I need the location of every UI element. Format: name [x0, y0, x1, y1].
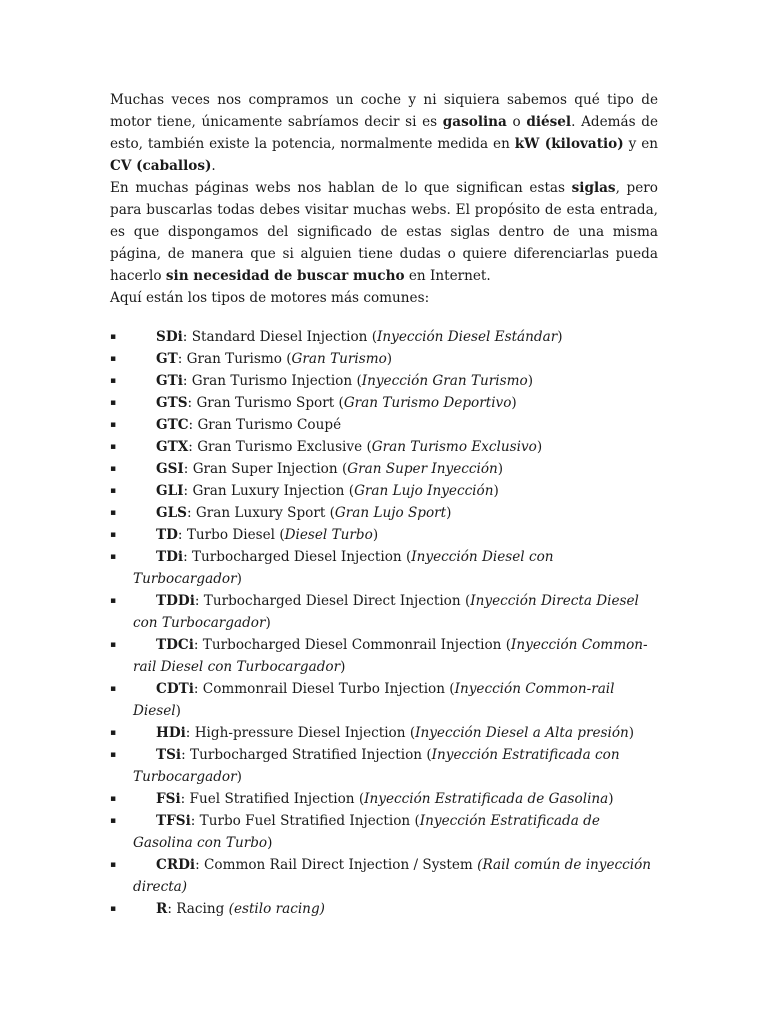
engine-abbreviation: HDi — [156, 725, 186, 741]
engine-name-english: Turbocharged Diesel Commonrail Injection — [202, 637, 502, 653]
engine-abbreviation: R — [156, 901, 168, 917]
bold-term: CV (caballos) — [110, 158, 212, 174]
engine-name-english: Turbocharged Diesel Injection — [191, 549, 402, 565]
bullet-icon: ▪ — [110, 486, 117, 496]
engine-list-item: ▪ SDi: Standard Diesel Injection (Inyección Diesel Estándar) — [110, 326, 658, 348]
engine-name-spanish: estilo racing — [233, 901, 320, 917]
engine-abbreviation: TDi — [156, 549, 184, 565]
engine-name-english: Standard Diesel Injection — [191, 329, 368, 345]
engine-name-spanish: Gran Turismo Deportivo — [343, 395, 512, 411]
engine-abbreviation: GLI — [156, 483, 184, 499]
engine-name-english: Fuel Stratified Injection — [189, 791, 355, 807]
engine-name-spanish: Inyección Directa Diesel con Turbocargador — [133, 593, 639, 631]
engine-name-spanish: Inyección Diesel a Alta presión — [415, 725, 629, 741]
engine-abbreviation: GLS — [156, 505, 187, 521]
engine-list-item: ▪ TDi: Turbocharged Diesel Injection (Inyección Diesel con Turbocargador) — [110, 546, 658, 590]
engine-list-item: ▪ HDi: High-pressure Diesel Injection (Inyección Diesel a Alta presión) — [110, 722, 658, 744]
bullet-icon: ▪ — [110, 464, 117, 474]
bold-term: diésel — [526, 114, 572, 130]
engine-abbreviation: FSi — [156, 791, 181, 807]
engine-name-english: Common Rail Direct Injection / System — [203, 857, 473, 873]
engine-name-spanish: Inyección Common-rail Diesel — [133, 681, 615, 719]
engine-name-english: Commonrail Diesel Turbo Injection — [202, 681, 445, 697]
bullet-icon: ▪ — [110, 398, 117, 408]
text-run: y en — [623, 136, 659, 152]
engine-list-item: ▪ TD: Turbo Diesel (Diesel Turbo) — [110, 524, 658, 546]
engine-name-spanish: Inyección Estratificada de Gasolina — [364, 791, 609, 807]
engine-list-item: ▪ GTC: Gran Turismo Coupé — [110, 414, 658, 436]
document-page — [110, 89, 658, 920]
engine-name-english: Gran Luxury Sport — [195, 505, 326, 521]
engine-name-spanish: Inyección Common-rail Diesel con Turbocargador — [133, 637, 648, 675]
engine-types-list — [110, 326, 658, 920]
text-run: Muchas veces nos compramos un coche y ni siquiera sabemos qué tipo de motor tiene, únicamente sabríamos decir si es — [110, 92, 658, 130]
engine-name-english: Turbocharged Diesel Direct Injection — [203, 593, 461, 609]
engine-list-item: ▪ GTS: Gran Turismo Sport (Gran Turismo Deportivo) — [110, 392, 658, 414]
engine-name-spanish: Gran Turismo Exclusivo — [371, 439, 537, 455]
engine-list-item: ▪ TDDi: Turbocharged Diesel Direct Injection (Inyección Directa Diesel con Turbocargador) — [110, 590, 658, 634]
bullet-icon: ▪ — [110, 750, 117, 760]
engine-name-english: Gran Turismo — [186, 351, 282, 367]
text-run: . — [211, 158, 216, 174]
engine-name-english: High-pressure Diesel Injection — [194, 725, 406, 741]
intro-paragraph-3: Aquí están los tipos de motores más comunes: — [110, 290, 430, 306]
engine-name-english: Turbo Fuel Stratified Injection — [199, 813, 411, 829]
engine-list-item: ▪ GLS: Gran Luxury Sport (Gran Lujo Sport) — [110, 502, 658, 524]
bullet-icon: ▪ — [110, 354, 117, 364]
bullet-icon: ▪ — [110, 596, 117, 606]
engine-abbreviation: GTX — [156, 439, 189, 455]
bullet-icon: ▪ — [110, 860, 117, 870]
bold-term: gasolina — [442, 114, 507, 130]
engine-list-item: ▪ GTX: Gran Turismo Exclusive (Gran Turismo Exclusivo) — [110, 436, 658, 458]
engine-list-item: ▪ R: Racing (estilo racing) — [110, 898, 658, 920]
engine-list-item: ▪ TFSi: Turbo Fuel Stratified Injection (Inyección Estratificada de Gasolina con Turbo) — [110, 810, 658, 854]
engine-name-english: Gran Turismo Sport — [196, 395, 335, 411]
bold-term: sin necesidad de buscar mucho — [165, 268, 405, 284]
engine-list-item: ▪ GT: Gran Turismo (Gran Turismo) — [110, 348, 658, 370]
engine-abbreviation: TSi — [156, 747, 182, 763]
engine-name-english: Gran Super Injection — [192, 461, 338, 477]
engine-list-item: ▪ TSi: Turbocharged Stratified Injection (Inyección Estratificada con Turbocargador) — [110, 744, 658, 788]
engine-abbreviation: TDCi — [156, 637, 194, 653]
engine-abbreviation: GTS — [156, 395, 188, 411]
text-run: en Internet. — [404, 268, 491, 284]
engine-abbreviation: GTC — [156, 417, 189, 433]
engine-abbreviation: SDi — [156, 329, 183, 345]
engine-abbreviation: GTi — [156, 373, 183, 389]
engine-list-item: ▪ GLI: Gran Luxury Injection (Gran Lujo Inyección) — [110, 480, 658, 502]
engine-name-english: Turbo Diesel — [186, 527, 275, 543]
engine-name-english: Gran Turismo Coupé — [197, 417, 342, 433]
engine-name-spanish: Gran Turismo — [291, 351, 387, 367]
bullet-icon: ▪ — [110, 728, 117, 738]
engine-name-spanish: Diesel Turbo — [284, 527, 373, 543]
engine-name-english: Gran Turismo Injection — [191, 373, 353, 389]
text-run: . Además de esto, también existe la potencia, normalmente medida en — [110, 114, 658, 152]
text-run: o — [506, 114, 527, 130]
bullet-icon: ▪ — [110, 904, 117, 914]
engine-abbreviation: CDTi — [156, 681, 194, 697]
engine-name-spanish: Gran Lujo Inyección — [354, 483, 494, 499]
bullet-icon: ▪ — [110, 640, 117, 650]
engine-name-english: Racing — [176, 901, 225, 917]
bullet-icon: ▪ — [110, 508, 117, 518]
bullet-icon: ▪ — [110, 552, 117, 562]
engine-abbreviation: TDDi — [156, 593, 195, 609]
text-run: En muchas páginas webs nos hablan de lo que significan estas — [110, 180, 572, 196]
engine-list-item: ▪ GSI: Gran Super Injection (Gran Super Inyección) — [110, 458, 658, 480]
engine-name-spanish: Inyección Estratificada con Turbocargador — [133, 747, 620, 785]
engine-abbreviation: CRDi — [156, 857, 196, 873]
engine-name-spanish: Gran Lujo Sport — [334, 505, 447, 521]
bullet-icon: ▪ — [110, 530, 117, 540]
bullet-icon: ▪ — [110, 684, 117, 694]
engine-list-item: ▪ CDTi: Commonrail Diesel Turbo Injection (Inyección Common-rail Diesel) — [110, 678, 658, 722]
bullet-icon: ▪ — [110, 442, 117, 452]
engine-name-spanish: Inyección Gran Turismo — [361, 373, 528, 389]
engine-list-item: ▪ GTi: Gran Turismo Injection (Inyección Gran Turismo) — [110, 370, 658, 392]
engine-name-english: Gran Luxury Injection — [192, 483, 345, 499]
bullet-icon: ▪ — [110, 816, 117, 826]
engine-name-english: Turbocharged Stratified Injection — [190, 747, 423, 763]
text-run: , pero para buscarlas todas debes visitar muchas webs. El propósito de esta entrada, es que dispongamos del significado de estas siglas dentro de una misma página, de manera que si alguien tiene dudas o quiere diferenciarlas pueda hacerlo — [110, 180, 658, 284]
engine-name-spanish: Inyección Diesel con Turbocargador — [133, 549, 554, 587]
engine-abbreviation: GT — [156, 351, 178, 367]
bold-term: kW (kilovatio) — [514, 136, 624, 152]
engine-name-spanish: Inyección Estratificada de Gasolina con Turbo — [133, 813, 600, 851]
bullet-icon: ▪ — [110, 332, 117, 342]
bullet-icon: ▪ — [110, 420, 117, 430]
bullet-icon: ▪ — [110, 376, 117, 386]
engine-abbreviation: GSI — [156, 461, 184, 477]
engine-abbreviation: TD — [156, 527, 178, 543]
engine-list-item: ▪ CRDi: Common Rail Direct Injection / System (Rail común de inyección directa) — [110, 854, 658, 898]
engine-name-spanish: Gran Super Inyección — [347, 461, 498, 477]
engine-abbreviation: TFSi — [156, 813, 191, 829]
engine-name-english: Gran Turismo Exclusive — [197, 439, 363, 455]
engine-list-item: ▪ FSi: Fuel Stratified Injection (Inyección Estratificada de Gasolina) — [110, 788, 658, 810]
engine-list-item: ▪ TDCi: Turbocharged Diesel Commonrail Injection (Inyección Common-rail Diesel con Turbocargador) — [110, 634, 658, 678]
bold-term: siglas — [571, 180, 616, 196]
bullet-icon: ▪ — [110, 794, 117, 804]
intro-paragraph-2 — [110, 177, 658, 287]
intro-paragraph-1 — [110, 89, 658, 177]
engine-name-spanish: Inyección Diesel Estándar — [377, 329, 558, 345]
engine-name-spanish: Rail común de inyección directa — [133, 857, 652, 895]
